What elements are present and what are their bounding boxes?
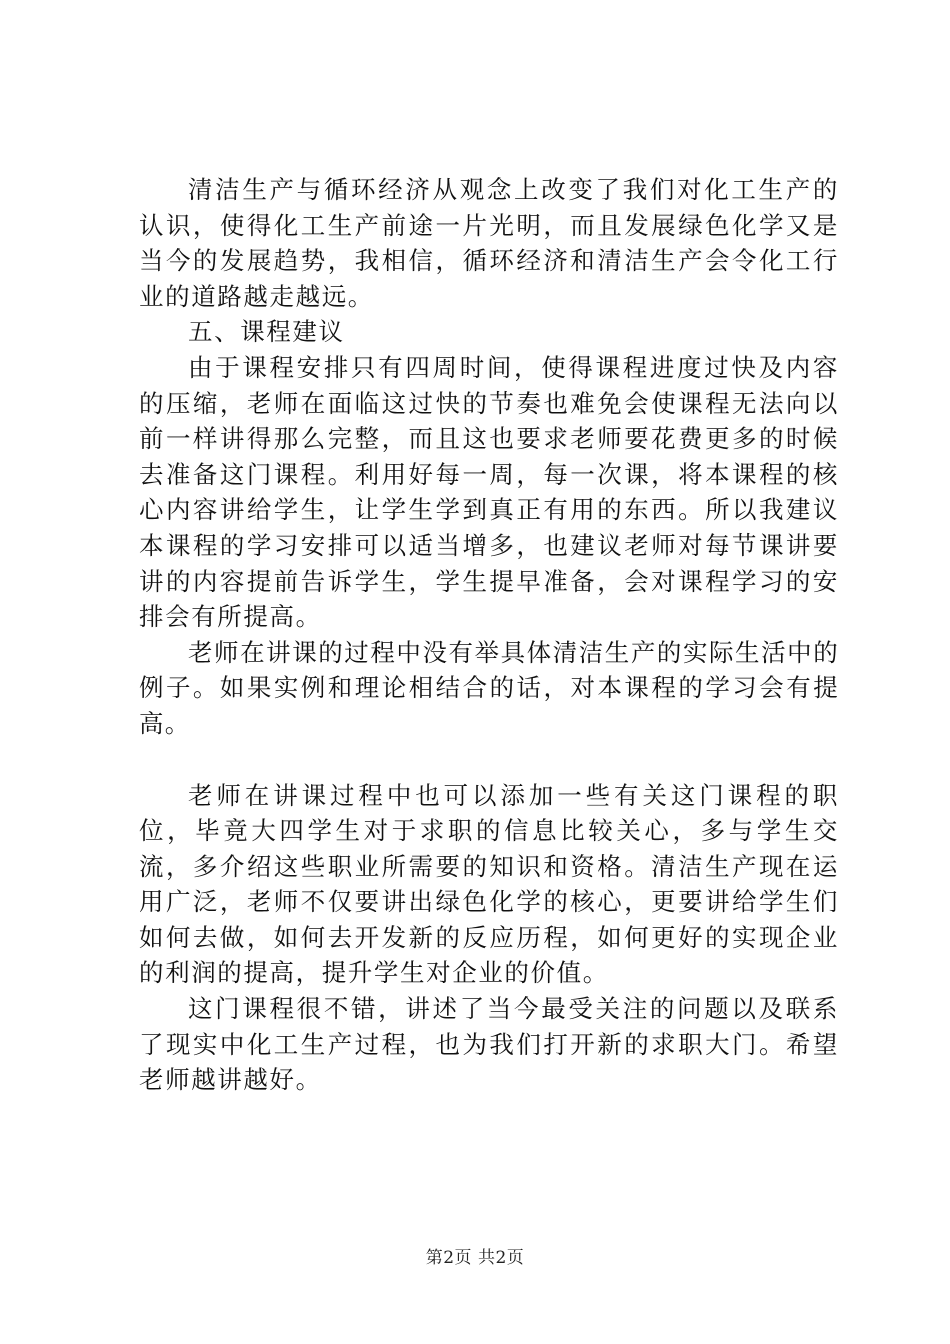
paragraph-closing: 这门课程很不错，讲述了当今最受关注的问题以及联系了现实中化工生产过程，也为我们打开新的求职大门。希望老师越讲越好。 bbox=[139, 994, 839, 1095]
paragraph-spacer bbox=[139, 742, 839, 778]
document-body bbox=[139, 172, 839, 1098]
paragraph-schedule-suggestion: 由于课程安排只有四周时间，使得课程进度过快及内容的压缩，老师在面临这过快的节奏也难免会使课程无法向以前一样讲得那么完整，而且这也要求老师要花费更多的时候去准备这门课程。利用好每一周，每一次课，将本课程的核心内容讲给学生，让学生学到真正有用的东西。所以我建议本课程的学习安排可以适当增多，也建议老师对每节课讲要讲的内容提前告诉学生，学生提早准备，会对课程学习的安排会有所提高。 bbox=[139, 352, 839, 632]
paragraph-examples-suggestion: 老师在讲课的过程中没有举具体清洁生产的实际生活中的例子。如果实例和理论相结合的话，对本课程的学习会有提高。 bbox=[139, 637, 839, 738]
page-footer: 第2页 共2页 bbox=[425, 1248, 525, 1268]
paragraph-career-suggestion: 老师在讲课过程中也可以添加一些有关这门课程的职位，毕竟大四学生对于求职的信息比较关心，多与学生交流，多介绍这些职业所需要的知识和资格。清洁生产现在运用广泛，老师不仅要讲出绿色化学的核心，更要讲给学生们如何去做，如何去开发新的反应历程，如何更好的实现企业的利润的提高，提升学生对企业的价值。 bbox=[139, 780, 839, 988]
section-heading-course-suggestions: 五、课程建议 bbox=[188, 317, 345, 347]
paragraph-conclusion: 清洁生产与循环经济从观念上改变了我们对化工生产的认识，使得化工生产前途一片光明，而且发展绿色化学又是当今的发展趋势，我相信，循环经济和清洁生产会令化工行业的道路越走越远。 bbox=[139, 175, 839, 311]
